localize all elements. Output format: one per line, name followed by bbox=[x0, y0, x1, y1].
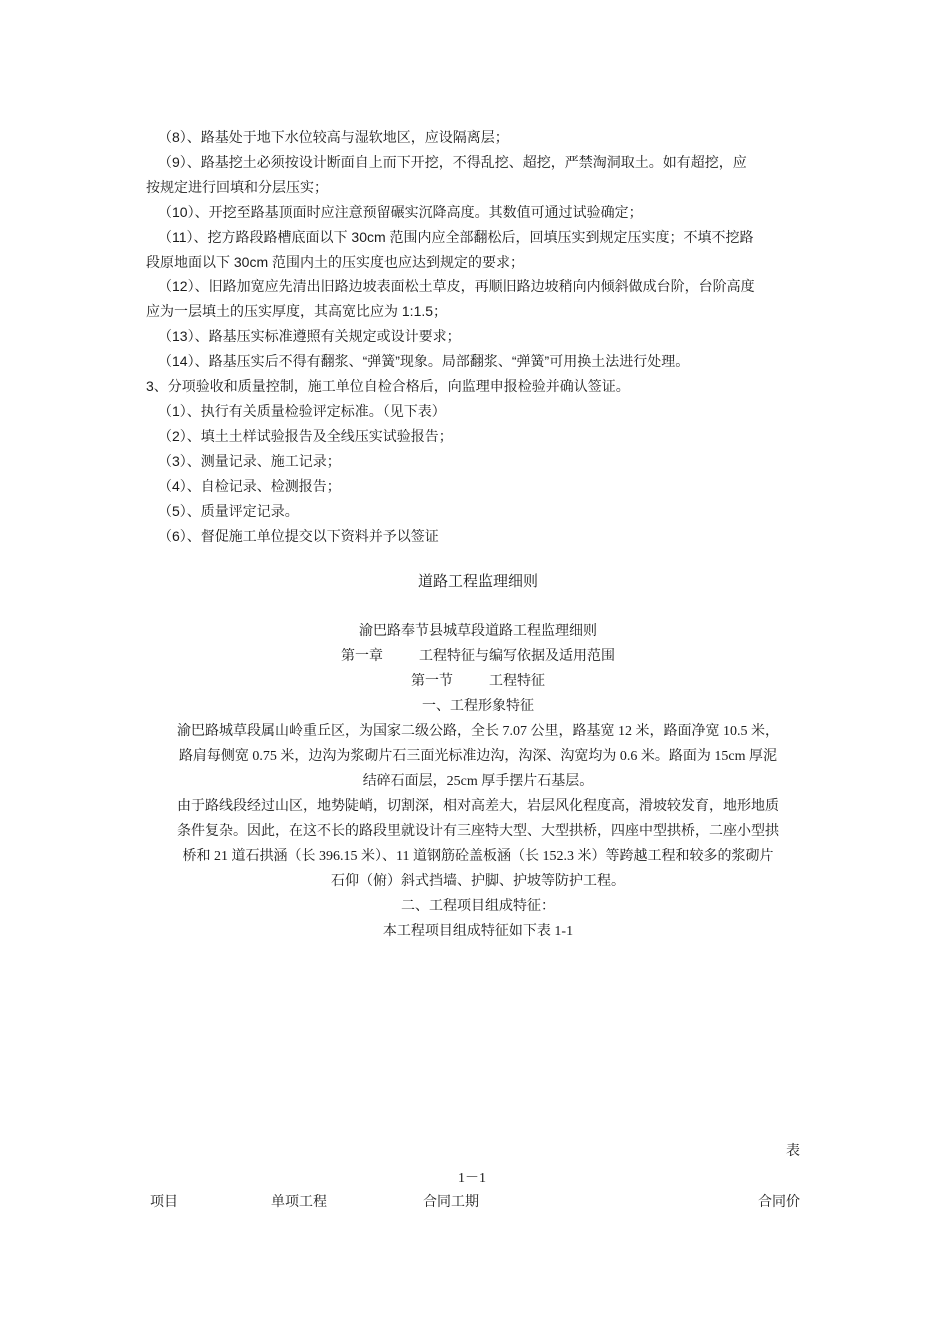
section-3-item-4: （4）、自检记录、检测报告； bbox=[158, 478, 341, 494]
table-header-single-work: 单项工程 bbox=[271, 1195, 327, 1210]
list-item-13: （13）、路基压实标准遵照有关规定或设计要求； bbox=[158, 328, 461, 344]
section-3-item-2: （2）、填土土样试验报告及全线压实试验报告； bbox=[158, 428, 453, 444]
section-3-item-6: （6）、督促施工单位提交以下资料并予以签证 bbox=[158, 528, 439, 544]
section-3-item-3: （3）、测量记录、施工记录； bbox=[158, 453, 341, 469]
table-label-number: 1－1 bbox=[458, 1171, 486, 1186]
list-item-10: （10）、开挖至路基顶面时应注意预留碾实沉降高度。其数值可通过试验确定； bbox=[158, 204, 643, 220]
section-3-item-5: （5）、质量评定记录。 bbox=[158, 503, 299, 519]
section-3-heading: 3、分项验收和质量控制，施工单位自检合格后，向监理申报检验并确认签证。 bbox=[146, 378, 630, 394]
section-title: 工程特征 bbox=[489, 674, 545, 689]
table-label-prefix: 表 bbox=[786, 1144, 800, 1159]
list-item-12: （12）、旧路加宽应先清出旧路边坡表面松土草皮，再顺旧路边坡稍向内倾斜做成台阶，台阶高度 应为一层填土的压实厚度，其高宽比应为 1:1.5； bbox=[146, 278, 755, 319]
section-3-item-1: （1）、执行有关质量检验评定标准。（见下表） bbox=[158, 403, 446, 419]
list-item-11: （11）、挖方路段路槽底面以下 30cm 范围内应全部翻松后，回填压实到规定压实度；不填不挖路 段原地面以下 30cm 范围内土的压实度也应达到规定的要求； bbox=[146, 229, 754, 270]
list-item-14: （14）、路基压实后不得有翻浆、“弹簧”现象。局部翻浆、“弹簧”可用换土法进行处理。 bbox=[158, 353, 690, 369]
document-title: 道路工程监理细则 bbox=[417, 574, 538, 590]
section-heading bbox=[146, 669, 810, 694]
subheading-1: 一、工程形象特征 bbox=[422, 699, 534, 714]
chapter-heading bbox=[146, 644, 810, 669]
table-header-contract-period: 合同工期 bbox=[423, 1195, 479, 1210]
table-header-project: 项目 bbox=[150, 1195, 178, 1210]
paragraph-2: 由于路线段经过山区，地势陡峭，切割深，相对高差大，岩层风化程度高，滑坡较发育，地形地质 条件复杂。因此，在这不长的路段里就设计有三座特大型、大型拱桥，四座中型拱桥，二座小型拱 桥和 21 道石拱涵（长 396.15 米）、11 道钢筋砼盖板涵（长 152.3 米）等跨越工程和较多的浆砌片 石仰（俯）斜式挡墙、护脚、护坡等防护工程。 bbox=[177, 799, 779, 889]
list-item-9: （9）、路基挖土必须按设计断面自上而下开挖，不得乱挖、超挖，严禁淘洞取土。如有超挖，应 按规定进行回填和分层压实； bbox=[146, 154, 747, 195]
table-header-contract-price: 合同价 bbox=[758, 1195, 800, 1210]
chapter-number: 第一章 bbox=[341, 649, 383, 664]
document-subtitle: 渝巴路奉节县城草段道路工程监理细则 bbox=[359, 624, 597, 639]
subheading-2: 二、工程项目组成特征： bbox=[401, 899, 555, 914]
table-intro: 本工程项目组成特征如下表 1-1 bbox=[382, 924, 574, 939]
paragraph-1: 渝巴路城草段属山岭重丘区，为国家二级公路，全长 7.07 公里，路基宽 12 米，路面净宽 10.5 米， 路肩每侧宽 0.75 米，边沟为浆砌片石三面光标准边沟，沟深、沟宽均为 0.6 米。路面为 15cm 厚泥 结碎石面层，25cm 厚手摆片石基层。 bbox=[177, 724, 779, 789]
section-number: 第一节 bbox=[411, 674, 453, 689]
chapter-title: 工程特征与编写依据及适用范围 bbox=[419, 649, 615, 664]
list-item-8: （8）、路基处于地下水位较高与湿软地区，应设隔离层； bbox=[158, 129, 509, 145]
